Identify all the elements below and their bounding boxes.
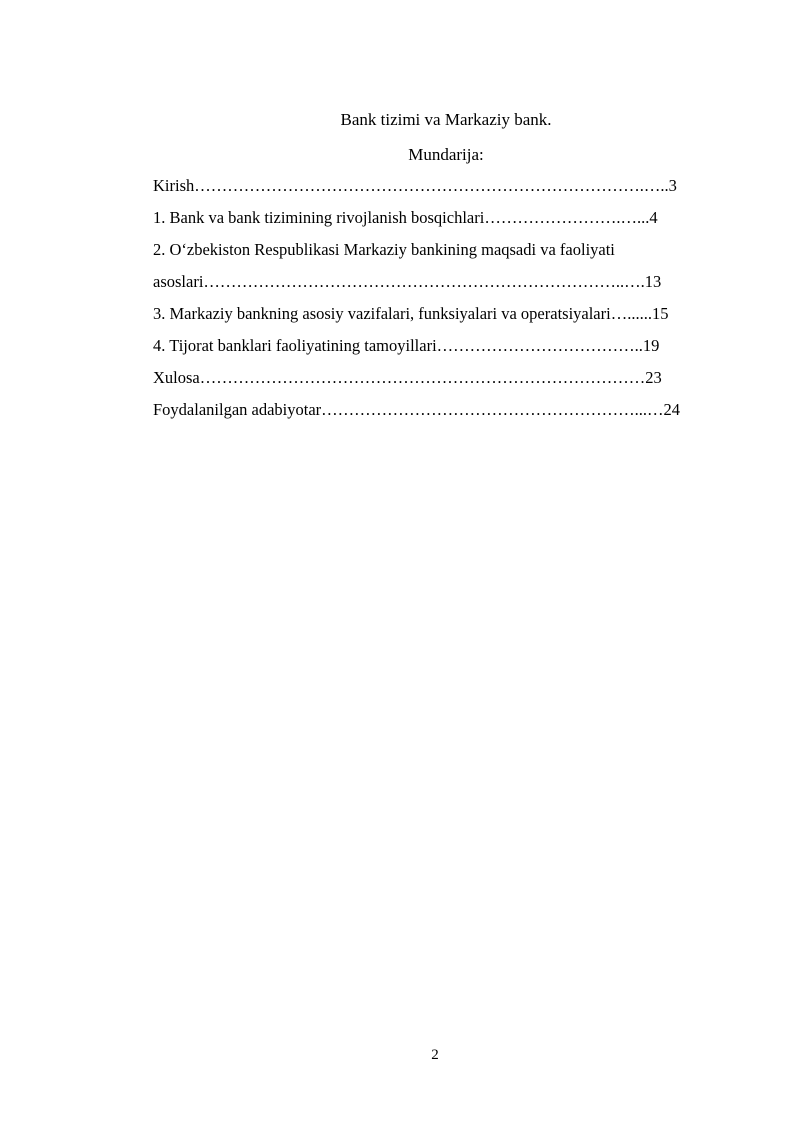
document-title: Bank tizimi va Markaziy bank. bbox=[340, 110, 552, 129]
toc-entry-1: 1. Bank va bank tizimining rivojlanish bosqichlari…………………….…...4 bbox=[153, 208, 658, 227]
toc-entry-adabiyotlar: Foydalanilgan adabiyotar…………………………………………………...…24 bbox=[153, 400, 681, 419]
toc-entry-2: 2. O‘zbekiston Respublikasi Markaziy bankining maqsadi va faoliyati bbox=[153, 240, 615, 259]
toc-entry-xulosa: Xulosa………………………………………………………………………23 bbox=[153, 368, 662, 387]
toc-entry-3: 3. Markaziy bankning asosiy vazifalari, funksiyalari va operatsiyalari…......15 bbox=[153, 304, 669, 323]
toc-entry-4: 4. Tijorat banklari faoliyatining tamoyillari………………………………..19 bbox=[153, 336, 660, 355]
toc-heading: Mundarija: bbox=[408, 145, 484, 164]
page-number: 2 bbox=[431, 1047, 439, 1063]
toc-entry-kirish: Kirish……………………………………………………………………….…..3 bbox=[153, 176, 677, 195]
table-of-contents bbox=[153, 173, 753, 429]
toc-entry-2-continued: asoslari…………………………………………………………………..….13 bbox=[153, 272, 662, 291]
